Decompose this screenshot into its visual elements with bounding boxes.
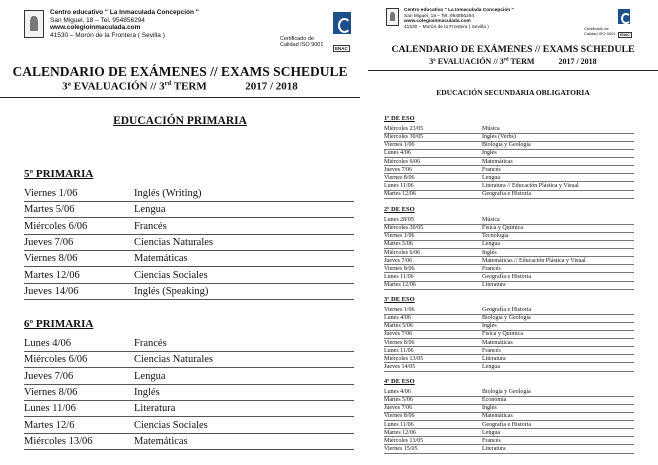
term-line: [368, 57, 658, 66]
title-rule: [0, 97, 360, 98]
exam-row: [384, 330, 634, 338]
quality-cert-icon: [618, 9, 630, 24]
exam-row: [384, 404, 634, 412]
secondary-heading-text: EDUCACIÓN SECUNDARIA OBLIGATORIA: [436, 88, 590, 97]
exam-row: [384, 240, 634, 248]
exam-date: Lunes 11/06: [24, 403, 76, 415]
exam-row: [24, 354, 354, 368]
enac-badge: ENAC: [335, 46, 348, 51]
exam-date: Lunes 4/06: [384, 389, 411, 395]
exam-subject: Geografía e Historia: [482, 274, 531, 281]
exam-date: Miércoles 13/05: [384, 437, 424, 444]
exam-subject: Inglés: [482, 405, 497, 412]
exam-date: Martes 5/06: [384, 241, 413, 248]
exam-subject: Francés: [482, 265, 501, 272]
school-website: www.colegioinmaculada.com: [50, 24, 141, 32]
term-sup: rd: [164, 80, 172, 87]
exam-subject: Música: [482, 217, 500, 223]
exam-date: Jueves 14/06: [24, 285, 79, 297]
exam-row: [24, 387, 354, 401]
exam-row: [384, 388, 634, 396]
exam-row: [384, 265, 634, 273]
exam-subject: Francés: [482, 437, 501, 444]
exam-row: [384, 125, 634, 133]
school-name: Centro educativo " La Inmaculada Concepción ": [50, 9, 199, 16]
exam-date: Lunes 4/06: [384, 150, 411, 157]
exam-row: [24, 403, 354, 417]
term-rest: TERM: [508, 57, 535, 66]
exam-row: [24, 204, 354, 218]
exam-row: [384, 306, 634, 314]
exam-subject: Ciencias Sociales: [134, 269, 208, 281]
row-divider: [24, 217, 354, 218]
exam-subject: Literatura: [482, 282, 506, 289]
exam-date: Lunes 11/06: [384, 183, 414, 190]
quality-cert-icon: [333, 12, 351, 34]
exam-subject: Matemáticas: [134, 435, 188, 447]
exam-row: [24, 436, 354, 450]
exam-date: Martes 5/06: [24, 204, 75, 216]
school-name: Centro educativo " La Inmaculada Concepción ": [404, 8, 514, 13]
exam-date: Lunes 11/06: [384, 274, 414, 281]
school-website: www.colegioinmaculada.com: [404, 19, 471, 25]
exam-subject: Matemáticas // Educación Plástica y Visual: [482, 257, 586, 264]
exam-subject: Ciencias Naturales: [134, 236, 214, 248]
exam-subject: Biología y Geología: [482, 389, 531, 395]
exam-subject: Ciencias Naturales: [134, 354, 214, 366]
exam-date: Viernes 15/05: [384, 446, 418, 453]
exam-subject: Francés: [134, 220, 167, 232]
exam-date: Lunes 11/06: [384, 347, 414, 354]
row-divider: [24, 433, 354, 434]
page-title: CALENDARIO DE EXÁMENES // EXAMS SCHEDULE: [391, 44, 635, 55]
exam-row: [24, 221, 354, 235]
exam-date: Viernes 8/06: [384, 413, 415, 420]
cert-text: [584, 27, 616, 36]
exam-row: [384, 166, 634, 174]
exam-subject: Música: [482, 126, 500, 132]
exam-date: Jueves 7/06: [384, 257, 413, 264]
exam-row: [384, 347, 634, 355]
school-address: San Miguel, 18 – Tel. 954856294: [50, 16, 145, 24]
exam-row: [384, 421, 634, 429]
school-info: [404, 8, 514, 31]
cert-text: [280, 36, 323, 49]
exam-row: [384, 141, 634, 149]
exam-row: [384, 216, 634, 224]
section-title: 6º PRIMARIA: [24, 318, 94, 330]
exam-date: Lunes 11/06: [384, 421, 414, 428]
exam-subject: Francés: [482, 166, 501, 173]
exam-row: [384, 174, 634, 182]
row-divider: [384, 198, 634, 199]
row-divider: [24, 299, 354, 300]
exam-date: Viernes 8/06: [384, 339, 415, 346]
exam-row: [384, 445, 634, 453]
exam-subject: Inglés: [482, 150, 497, 157]
school-city: 41530 – Morón de la Frontera ( Sevilla ): [404, 24, 489, 30]
exam-row: [24, 286, 354, 300]
cert-line2: Calidad ISO 9001: [584, 30, 616, 36]
exam-row: [384, 158, 634, 166]
school-crest-icon: [386, 8, 399, 26]
exam-date: Miércoles 6/06: [384, 249, 421, 256]
school-address: San Miguel, 18 – Tel. 954856294: [404, 13, 475, 19]
exam-row: [384, 322, 634, 330]
exam-date: Martes 12/06: [384, 282, 416, 289]
exam-subject: Francés: [482, 347, 501, 354]
exam-row: [384, 190, 634, 198]
section-title: 1º DE ESO: [384, 115, 415, 122]
exam-row: [24, 188, 354, 202]
page-title: CALENDARIO DE EXÁMENES // EXAMS SCHEDULE: [12, 64, 348, 79]
exam-subject: Biología y Geología: [482, 315, 531, 322]
row-divider: [384, 289, 634, 290]
cert-line1: Certificado de: [584, 26, 609, 31]
cert-line2: Calidad ISO 9001: [280, 42, 324, 49]
exam-row: [384, 339, 634, 347]
exam-row: [384, 363, 634, 371]
primary-heading-text: EDUCACIÓN PRIMARIA: [113, 115, 247, 127]
exam-subject: Geografía e Historia: [482, 191, 531, 198]
exam-row: [384, 257, 634, 265]
section-title: 3º DE ESO: [384, 296, 415, 303]
row-divider: [24, 250, 354, 251]
section-title: 5º PRIMARIA: [24, 168, 94, 180]
exam-date: Viernes 8/06: [24, 253, 78, 265]
exam-date: Miércoles 13/05: [384, 355, 424, 362]
section-title: 2º DE ESO: [384, 206, 415, 213]
exam-date: Martes 12/06: [384, 429, 416, 436]
exam-row: [384, 355, 634, 363]
exam-date: Jueves 7/06: [384, 405, 413, 412]
exam-date: Miércoles 6/06: [24, 354, 88, 366]
cert-line1: Certificado de: [280, 36, 314, 42]
secondary-heading: [368, 88, 658, 97]
exam-row: [384, 281, 634, 289]
row-divider: [24, 351, 354, 352]
exam-row: [24, 338, 354, 352]
exam-date: Miércoles 30/05: [384, 134, 424, 141]
exam-subject: Literatura: [482, 355, 506, 362]
exam-subject: Lengua: [482, 241, 500, 248]
exam-date: Martes 5/06: [384, 323, 413, 330]
exam-date: Jueves 7/06: [24, 370, 74, 382]
exam-date: Martes 5/06: [384, 397, 413, 404]
exam-subject: Biología y Geología: [482, 142, 531, 149]
term-sup: rd: [503, 57, 509, 63]
term-rest: TERM: [171, 80, 207, 93]
exam-subject: Inglés: [482, 249, 497, 256]
exam-subject: Lengua: [134, 204, 166, 216]
exam-date: Jueves 7/06: [384, 166, 413, 173]
exam-date: Lunes 4/06: [24, 338, 71, 349]
exam-row: [384, 133, 634, 141]
exam-subject: Inglés (Verbs): [482, 134, 516, 141]
title-rule: [368, 70, 658, 71]
exam-subject: Geografía e Historia: [482, 421, 531, 428]
row-divider: [24, 234, 354, 235]
exam-date: Viernes 1/06: [384, 233, 415, 240]
exam-subject: Francés: [134, 338, 167, 349]
exam-subject: Literatura: [134, 403, 176, 415]
exam-subject: Lengua: [482, 364, 500, 371]
exam-subject: Tecnología: [482, 233, 509, 240]
school-info: [50, 9, 199, 40]
exam-row: [384, 314, 634, 322]
exam-date: Jueves 7/06: [24, 236, 74, 248]
exam-date: Martes 12/06: [384, 191, 416, 198]
exam-subject: Ciencias Sociales: [134, 419, 208, 431]
exam-subject: Lengua: [134, 370, 166, 382]
exam-date: Viernes 1/06: [384, 307, 415, 313]
primary-heading: [0, 115, 360, 127]
exam-subject: Matemáticas: [482, 339, 513, 346]
row-divider: [24, 384, 354, 385]
exam-date: Miércoles 6/06: [24, 220, 88, 232]
enac-badge: ENAC: [620, 33, 630, 37]
row-divider: [384, 371, 634, 372]
exam-row: [384, 182, 634, 190]
exam-subject: Matemáticas: [482, 413, 513, 420]
exam-subject: Matemáticas: [134, 253, 188, 265]
exam-row: [24, 420, 354, 434]
exam-date: Jueves 14/05: [384, 364, 416, 371]
exam-subject: Inglés (Speaking): [134, 285, 209, 297]
term-line: [0, 80, 360, 93]
exam-subject: Física y Química: [482, 225, 523, 232]
row-divider: [24, 367, 354, 368]
exam-subject: Geografía e Historia: [482, 307, 531, 313]
exam-date: Viernes 1/06: [24, 188, 78, 199]
exam-date: Viernes 8/06: [384, 265, 415, 272]
exam-subject: Inglés: [134, 386, 160, 398]
row-divider: [24, 416, 354, 417]
exam-row: [384, 232, 634, 240]
exam-date: Miércoles 23/05: [384, 126, 424, 132]
exam-date: Miércoles 6/06: [384, 158, 421, 165]
exam-row: [384, 224, 634, 232]
exam-row: [384, 149, 634, 157]
exam-subject: Economía: [482, 397, 507, 404]
exam-subject: Lengua: [482, 174, 500, 181]
term-label: 3ª EVALUACIÓN // 3: [62, 80, 165, 93]
row-divider: [24, 266, 354, 267]
exam-subject: Física y Química: [482, 331, 523, 338]
exam-subject: Literatura // Educación Plástica y Visual: [482, 183, 579, 190]
exam-subject: Lengua: [482, 429, 500, 436]
row-divider: [384, 453, 634, 454]
school-crest-icon: [24, 10, 44, 38]
exam-date: Miércoles 30/05: [384, 225, 424, 232]
term-label: 3ª EVALUACIÓN // 3: [429, 57, 504, 66]
row-divider: [24, 449, 354, 450]
exam-date: Lunes 28/05: [384, 217, 414, 223]
exam-subject: Matemáticas: [482, 158, 513, 165]
exam-date: Martes 12/06: [24, 269, 80, 281]
exam-row: [384, 249, 634, 257]
exam-row: [24, 237, 354, 251]
exam-date: Miércoles 13/06: [24, 435, 93, 447]
exam-date: Viernes 8/06: [24, 386, 78, 398]
exam-date: Viernes 8/06: [384, 174, 415, 181]
school-city: 41530 – Morón de la Frontera ( Sevilla ): [50, 31, 165, 39]
row-divider: [24, 400, 354, 401]
row-divider: [24, 283, 354, 284]
school-year: 2017 / 2018: [245, 80, 298, 93]
exam-subject: Inglés: [482, 323, 497, 330]
exam-row: [384, 412, 634, 420]
exam-row: [384, 437, 634, 445]
exam-date: Martes 12/6: [24, 419, 75, 431]
exam-row: [384, 396, 634, 404]
row-divider: [24, 201, 354, 202]
exam-row: [24, 253, 354, 267]
exam-date: Viernes 1/06: [384, 142, 415, 149]
exam-row: [384, 273, 634, 281]
exam-row: [24, 270, 354, 284]
exam-date: Jueves 7/06: [384, 331, 413, 338]
section-title: 4º DE ESO: [384, 378, 415, 385]
exam-row: [384, 429, 634, 437]
exam-subject: Inglés (Writing): [134, 188, 202, 199]
secondary-page: [368, 0, 658, 465]
exam-subject: Literatura: [482, 446, 506, 453]
school-year: 2017 / 2018: [558, 57, 597, 66]
exam-date: Lunes 4/06: [384, 315, 411, 322]
exam-row: [24, 371, 354, 385]
